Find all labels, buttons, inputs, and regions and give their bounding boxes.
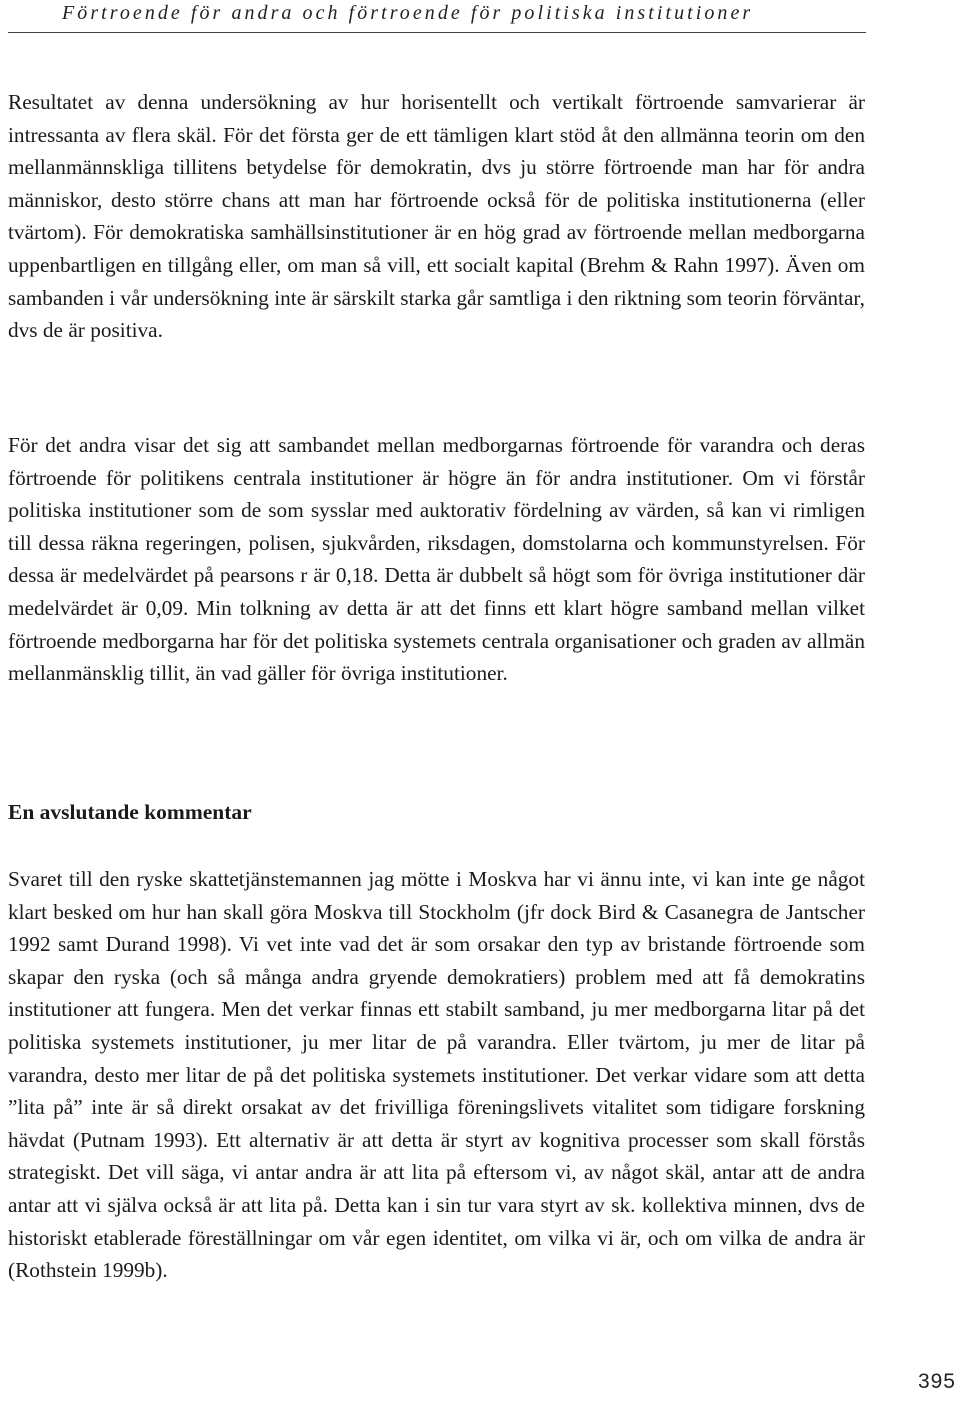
section-title: En avslutande kommentar — [8, 800, 252, 824]
header-rule — [8, 32, 866, 33]
body-paragraph-1: Resultatet av denna undersökning av hur horisentellt och vertikalt förtroende samvarierar är intressanta av flera skäl. För det första ger de ett tämligen klart stöd åt den allmänna teorin om den mellanmännskliga tillitens betydelse för demokratin, dvs ju större förtroende man har för andra människor, desto större chans att man har förtroende också för de politiska institutionerna (eller tvärtom). För demokratiska samhällsinstitutioner är en hög grad av förtroende mellan medborgarna uppenbartligen en tillgång eller, om man så vill, ett socialt kapital (Brehm & Rahn 1997). Även om sambanden i vår undersökning inte är särskilt starka går samtliga i den riktning som teorin förväntar, dvs de är positiva. — [8, 90, 865, 343]
body-paragraph-2: För det andra visar det sig att sambandet mellan medborgarnas förtroende för varandra och deras förtroende för politikens centrala institutioner är högre än för andra institutioner. Om vi förstår politiska institutioner som de som sysslar med auktorativ fördelning av värden, så kan vi rimligen till dessa räkna regeringen, polisen, sjukvården, riksdagen, domstolarna och kommunstyrelsen. För dessa är medelvärdet på pearsons r är 0,18. Detta är dubbelt så högt som för övriga institutioner där medelvärdet är 0,09. Min tolkning av detta är att det finns ett klart högre samband mellan vilket förtroende medborgarna har för det politiska systemets centrala organisationer och graden av allmän mellanmänsklig tillit, än vad gäller för övriga institutioner. — [8, 433, 865, 686]
body-paragraph-3: Svaret till den ryske skattetjänstemannen jag mötte i Moskva har vi ännu inte, vi kan inte ge något klart besked om hur han skall göra Moskva till Stockholm (jfr dock Bird & Casanegra de Jantscher 1992 samt Durand 1998). Vi vet inte vad det är som orsakar den typ av bristande förtroende som skapar den ryska (och så många andra gryende demokratiers) problem med att få demokratins institutioner att fungera. Men det verkar finnas ett stabilt samband, ju mer medborgarna litar på det politiska systemets institutioner, ju mer litar de på varandra. Eller tvärtom, ju mer de litar på varandra, desto mer litar de på det politiska systemets institutioner. Det verkar vidare som att detta ”lita på” inte är så direkt orsakat av det frivilliga föreningslivets vitalitet som tidigare forskning hävdat (Putnam 1993). Ett alternativ är att detta är styrt av kognitiva processer som skall förstås strategiskt. Det vill säga, vi antar andra är att lita på eftersom vi, av något skäl, antar att de andra antar att vi själva också är att lita på. Detta kan i sin tur vara styrt av sk. kollektiva minnen, dvs de historiskt etablerade föreställningar om vår egen identitet, om vilka vi är, och om vilka de andra är (Rothstein 1999b). — [8, 867, 865, 1283]
running-head: Förtroende för andra och förtroende för politiska institutioner — [62, 2, 754, 24]
page-number: 395 — [917, 1370, 956, 1393]
